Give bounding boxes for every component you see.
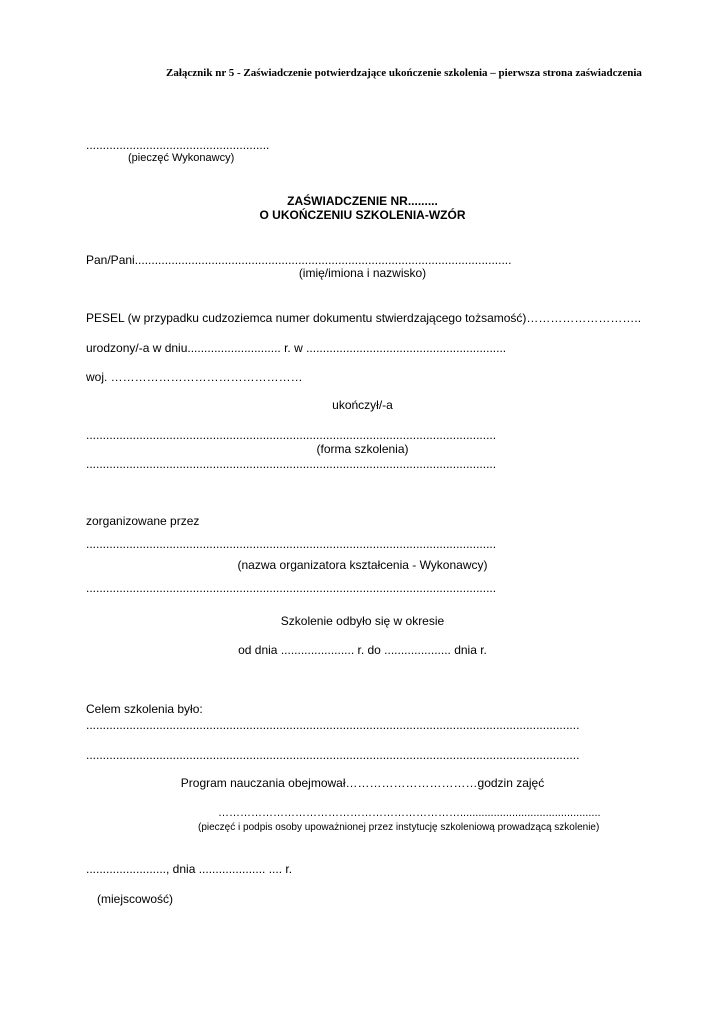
org-caption: (nazwa organizatora kształcenia - Wykonawcy) — [237, 558, 488, 572]
period-line: od dnia ...................... r. do .................... dnia r. — [238, 643, 487, 657]
period-label: Szkolenie odbyło się w okresie — [280, 614, 445, 628]
stamp-label: (pieczęć Wykonawcy) — [128, 152, 235, 164]
goal-dots-1: .................................................................................................................................................... — [86, 718, 580, 732]
name-line: Pan/Pani................................................................................................................. — [86, 253, 512, 267]
goal-dots-2: .................................................................................................................................................... — [86, 748, 580, 762]
voivodeship-line: woj. ………………………………………… — [86, 370, 303, 384]
pesel-line: PESEL (w przypadku cudzoziemca numer dokumentu stwierdzającego tożsamość)……………………….. — [86, 311, 642, 325]
org-dots-1: ........................................................................................................................... — [86, 537, 497, 551]
name-caption: (imię/imiona i nazwisko) — [298, 266, 427, 280]
place-date-line: ........................, dnia .................... .... r. — [86, 862, 293, 876]
born-line: urodzony/-a w dniu............................ r. w ............................................................ — [86, 341, 507, 355]
completed-label: ukończył/-a — [332, 398, 393, 412]
form-dots-2: ........................................................................................................................... — [86, 457, 497, 471]
goal-label: Celem szkolenia było: — [86, 702, 203, 716]
signature-dots: ………………………………………………………….............................................. — [218, 807, 601, 819]
form-dots-1: ........................................................................................................................... — [86, 428, 497, 442]
document-title: ZAŚWIADCZENIE NR......... — [287, 194, 438, 208]
org-dots-2: ........................................................................................................................... — [86, 581, 497, 595]
form-caption: (forma szkolenia) — [316, 442, 409, 456]
organized-label: zorganizowane przez — [86, 514, 200, 528]
signature-caption: (pieczęć i podpis osoby upoważnionej przez instytucję szkoleniową prowadzącą szkolenie) — [198, 822, 600, 833]
program-line: Program nauczania obejmował……………………………godzin zajęć — [180, 776, 545, 790]
document-subtitle: O UKOŃCZENIU SZKOLENIA-WZÓR — [259, 208, 466, 222]
place-caption: (miejscowość) — [97, 892, 174, 906]
stamp-dots: ....................................................... — [86, 138, 270, 152]
attachment-title: Załącznik nr 5 - Zaświadczenie potwierdzające ukończenie szkolenia – pierwsza strona zaświadczenia — [166, 67, 642, 79]
